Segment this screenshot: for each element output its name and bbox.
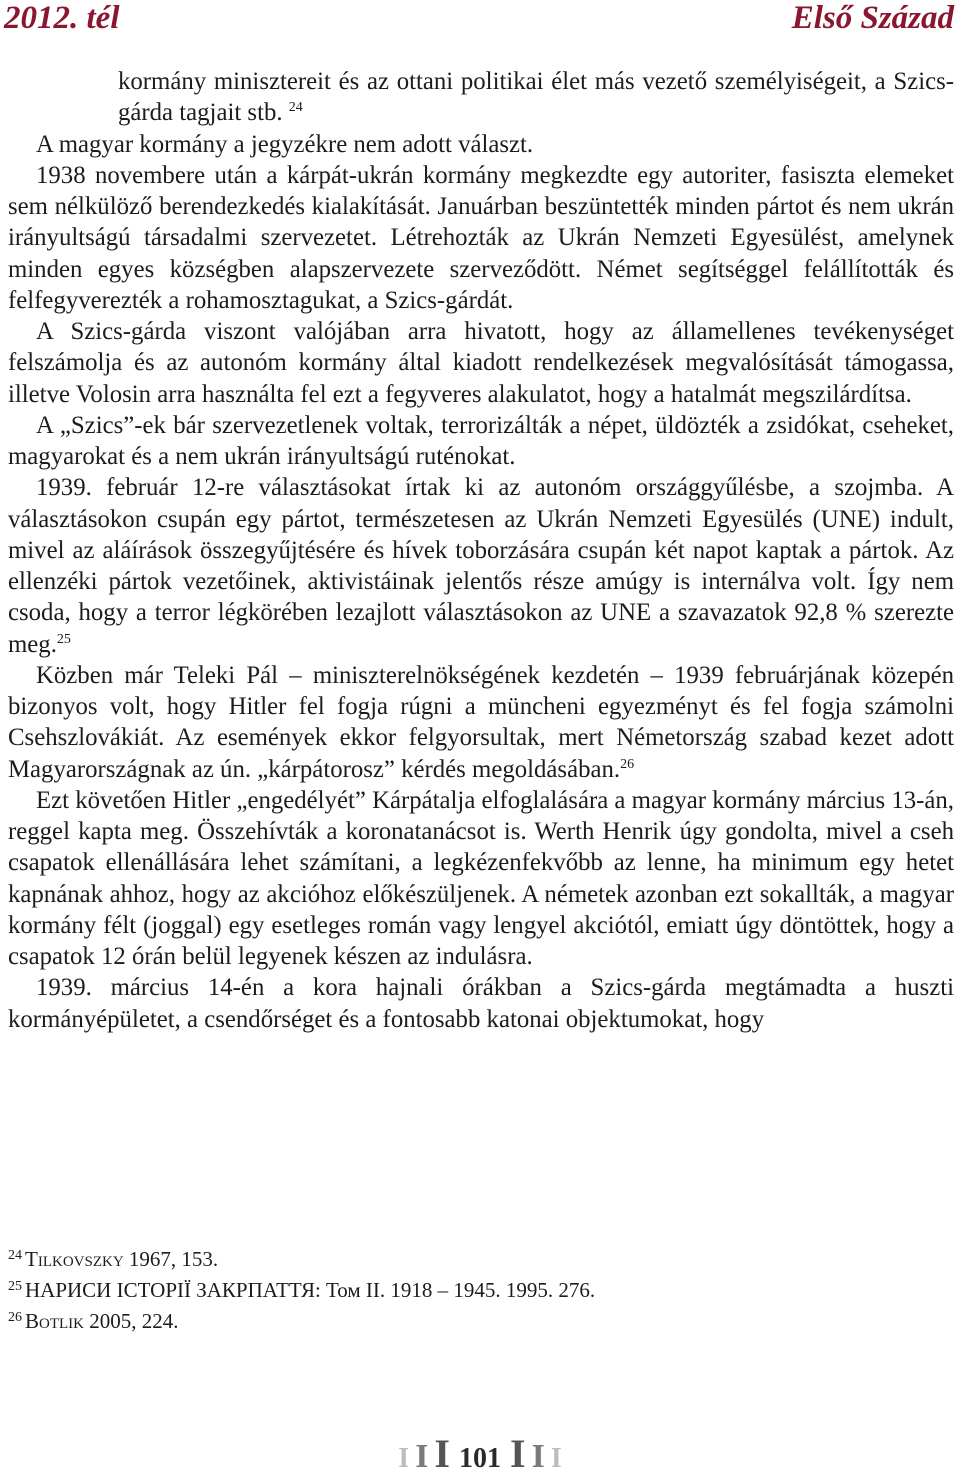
running-header [0, 0, 960, 44]
paragraph: kormány minisztereit és az ottani politikai élet más vezető személyiségeit, a Szics-gárda tagjait stb. $^{24}$ [118, 68, 954, 127]
footnote-ref: 24 [288, 100, 303, 116]
article-body [8, 66, 954, 1035]
footnote: $^{26}$ Botlik 2005, 224. [8, 1309, 179, 1333]
ornament-bar-icon: I [415, 1438, 429, 1475]
footnote-ref: 25 [56, 631, 71, 647]
page-footer [0, 1431, 960, 1479]
paragraph: A magyar kormány a jegyzékre nem adott választ. [36, 130, 534, 158]
paragraph: 1939. március 14-én a kora hajnali órákban a Szics-gárda megtámadta a huszti kormányépületet, a csendőrséget és a fontosabb katonai objektumokat, hogy [8, 974, 954, 1033]
footnote: $^{24}$ Tilkovszky 1967, 153. [8, 1247, 219, 1271]
issue-label: 2012. tél [4, 0, 120, 36]
journal-title: Első Század [791, 0, 954, 36]
paragraph: Közben már Teleki Pál – miniszterelnökségének kezdetén – 1939 februárjának közepén bizonyos volt, hogy Hitler fel fogja rúgni a müncheni egyezményt és fel fogja számolni Csehszlovákiát. Az események ekkor felgyorsultak, mert Németország szabad kezet adott Magyarországnak az ún. „kárpátorosz” kérdés megoldásában.$^{26}$ [8, 661, 954, 783]
ornament-bar-icon: I [510, 1431, 526, 1476]
ornament-bar-icon: I [550, 1443, 562, 1474]
footnotes [8, 1244, 954, 1337]
ornament-bar-icon: I [434, 1431, 450, 1476]
paragraph: A Szics-gárda viszont valójában arra hivatott, hogy az államellenes tevékenységet felszámolja és az autonóm kormány által kiadott rendelkezések megvalósítását támogassa, illetve Volosin arra használta fel ezt a fegyveres alakulatot, hogy a hatalmát megszilárdítsa. [8, 318, 954, 408]
paragraph: 1939. február 12-re választásokat írtak ki az autonóm országgyűlésbe, a szojmba. A választásokon csupán egy pártot, természetesen az Ukrán Nemzeti Egyesülés (UNE) indult, mivel az aláírások összegyűjtésére és hívek toborzására csupán két napot kaptak a pártok. Az ellenzéki pártok vezetőinek, aktivistáinak jelentős része amúgy is internálva volt. Így nem csoda, hogy a terror légkörében lezajlott választásokon az UNE a szavazatok 92,8 % szerezte meg.$^{25}$ [8, 474, 954, 658]
footnote: $^{25}$ НАРИСИ ІСТОРІЇ ЗАКРПАТТЯ: Том ІІ. 1918 – 1945. 1995. 276. [8, 1278, 596, 1302]
paragraph: 1938 novembere után a kárpát-ukrán kormány megkezdte egy autoriter, fasiszta elemeket sem nélkülöző berendezkedés kialakítását. Januárban beszüntették minden pártot és nem ukrán irányultságú társadalmi szervezetet. Létrehozták az Ukrán Nemzeti Egyesülést, amelynek minden egyes községben alapszervezete szerveződött. Német segítséggel felállították és felfegyverezték a rohamosztagukat, a Szics-gárdát. [8, 161, 954, 314]
ornament-bar-icon: I [531, 1438, 545, 1475]
page-number: 101 [459, 1443, 501, 1474]
ornament-bar-icon: I [398, 1443, 410, 1474]
paragraph: A „Szics”-ek bár szervezetlenek voltak, terrorizálták a népet, üldözték a zsidókat, cseheket, magyarokat és a nem ukrán irányultságú ruténokat. [8, 411, 954, 470]
paragraph: Ezt követően Hitler „engedélyét” Kárpátalja elfoglalására a magyar kormány március 13-án, reggel kapta meg. Összehívták a koronatanácsot is. Werth Henrik úgy gondolta, mivel a cseh csapatok ellenállására lehet számítani, a legkézenfekvőbb az lenne, ha minimum egy hetet kapnának ahhoz, hogy az akcióhoz előkészüljenek. A németek azonban ezt sokallták, a magyar kormány félt (joggal) egy esetleges román vagy lengyel akciótól, emiatt úgy döntöttek, hogy a csapatok 12 órán belül legyenek készen az indulásra. [8, 786, 954, 970]
footnote-ref: 26 [620, 756, 635, 772]
